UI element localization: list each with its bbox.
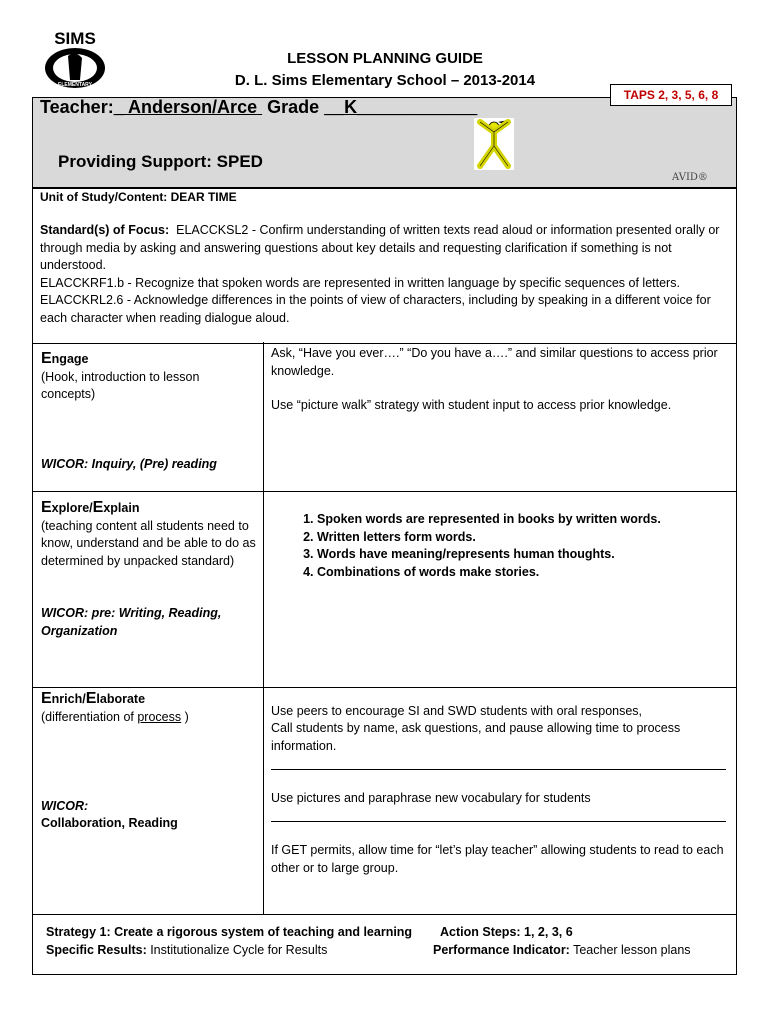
- teacher-label: Teacher:: [40, 97, 114, 117]
- teacher-value: Anderson/Arce: [123, 97, 263, 117]
- explore-step: 2. Written letters form words.: [317, 529, 726, 547]
- explore-wicor: WICOR: pre: Writing, Reading, Organization: [41, 606, 222, 638]
- explore-desc: (teaching content all students need to know, understand and be able to do as determined by unpacked standard): [41, 518, 256, 568]
- standard-krf1b: ELACCKRF1.b - Recognize that spoken words are represented in written language by specific sequences of letters.: [40, 275, 680, 290]
- engage-wicor: WICOR: Inquiry, (Pre) reading: [41, 457, 217, 471]
- explore-label: Explore/Explain (teaching content all students need to know, understand and be able to do as determined by unpacked standard): [41, 499, 256, 570]
- school-title: D. L. Sims Elementary School – 2013-2014: [234, 72, 536, 89]
- engage-desc: (Hook, introduction to lesson concepts): [41, 369, 200, 401]
- enrich-text-4: If GET permits, allow time for “let’s play teacher” allowing students to read to each other or to large group.: [271, 843, 724, 875]
- enrich-text-3: Use pictures and paraphrase new vocabulary for students: [271, 791, 591, 805]
- enrich-label: Enrich/Elaborate (differentiation of process ): [41, 690, 256, 726]
- enrich-text-2: Call students by name, ask questions, and pause allowing time to process information.: [271, 721, 681, 753]
- performance-indicator: Performance Indicator: Teacher lesson plans: [433, 943, 691, 957]
- logo-top-text: SIMS: [54, 29, 96, 48]
- unit-of-study: Unit of Study/Content: DEAR TIME: [40, 190, 237, 204]
- support-line: Providing Support: SPED: [58, 152, 263, 171]
- standards-label: Standard(s) of Focus:: [40, 223, 170, 237]
- avid-mark: AVID®: [672, 172, 708, 183]
- explore-row: [32, 491, 737, 688]
- explore-step: 4. Combinations of words make stories.: [317, 564, 726, 582]
- engage-row: [32, 342, 737, 492]
- strategy-line: Strategy 1: Create a rigorous system of teaching and learning: [46, 925, 413, 939]
- page-title: LESSON PLANNING GUIDE: [287, 50, 483, 67]
- enrich-wicor-label: WICOR:: [41, 799, 89, 813]
- enrich-rule-2: [271, 821, 726, 822]
- explore-step: 3. Words have meaning/represents human thoughts.: [317, 546, 726, 564]
- enrich-rule-1: [271, 769, 726, 770]
- grade-label: Grade: [267, 97, 320, 117]
- engage-text-1: Ask, “Have you ever….” “Do you have a….” and similar questions to access prior knowledge.: [271, 346, 718, 378]
- logo-ring-text: ELEMENTARY: [58, 82, 92, 88]
- engage-text-2: Use “picture walk” strategy with student input to access prior knowledge.: [271, 398, 672, 412]
- standard-ksl2: ELACCKSL2 - Confirm understanding of written texts read aloud or information presented orally or through media by asking and answering questions about key details and requesting clarification if something is not understood.: [40, 223, 720, 272]
- taps-badge: TAPS 2, 3, 5, 6, 8: [610, 84, 732, 106]
- specific-results: Specific Results: Institutionalize Cycle for Results: [46, 943, 328, 957]
- graduate-figure-icon: [474, 118, 514, 170]
- standards-of-focus: [40, 222, 730, 327]
- enrich-desc: (differentiation of process ): [41, 709, 189, 724]
- action-steps: Action Steps: 1, 2, 3, 6: [440, 925, 573, 939]
- enrich-text-1: Use peers to encourage SI and SWD students with oral responses,: [271, 704, 643, 718]
- enrich-wicor-value: Collaboration, Reading: [41, 816, 178, 830]
- enrich-row: [32, 687, 737, 915]
- grade-value: __K____________: [324, 97, 478, 117]
- explore-step: 1. Spoken words are represented in books by written words.: [317, 511, 726, 529]
- engage-label: Engage (Hook, introduction to lesson concepts): [41, 350, 256, 404]
- standard-krl26: ELACCKRL2.6 - Acknowledge differences in the points of view of characters, including by speaking in a different voice for each character when reading dialogue aloud.: [40, 293, 711, 325]
- explore-steps: [271, 511, 726, 581]
- teacher-line: Teacher:_ Anderson/Arce Grade __K____________: [40, 97, 478, 117]
